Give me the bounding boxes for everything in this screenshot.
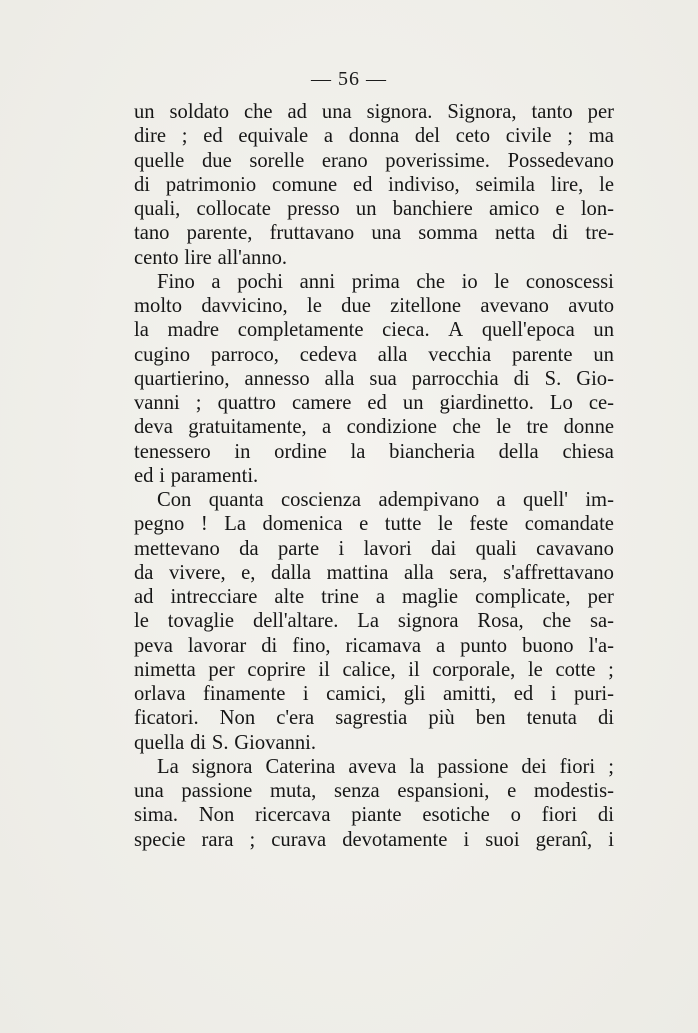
word: che (416, 270, 445, 293)
text-line (134, 440, 614, 464)
word: a (323, 125, 334, 148)
word: alla (377, 343, 408, 366)
word: le (306, 295, 322, 317)
word: a (436, 634, 446, 657)
word: ; (608, 755, 614, 778)
word: gratuitamente, (188, 416, 307, 439)
word: gli (403, 683, 426, 705)
word: signora (397, 610, 459, 633)
word: i (608, 828, 614, 851)
word: pochi (237, 270, 283, 293)
word: in (234, 440, 251, 463)
word: quella (134, 731, 185, 754)
word: io (461, 270, 478, 293)
word: i (463, 828, 470, 851)
word: due (201, 149, 232, 172)
word: le (599, 173, 614, 196)
word: da (239, 537, 259, 560)
word: tano (134, 222, 170, 245)
word: una (134, 780, 164, 802)
word: chiesa (562, 440, 614, 463)
word: adempivano (378, 489, 480, 511)
text-line (134, 731, 614, 755)
word: ; (181, 125, 188, 148)
word: ben (475, 707, 506, 730)
word: ! (200, 513, 208, 536)
word: giardinetto. (439, 392, 534, 414)
body-text (134, 100, 614, 852)
word: le (437, 513, 453, 536)
word: le (494, 270, 510, 293)
word: per (208, 658, 235, 681)
word: puri- (573, 683, 614, 705)
word: parte (277, 537, 320, 560)
word: all'anno. (217, 246, 288, 269)
word: tenessero (134, 440, 211, 463)
word: un (355, 198, 377, 220)
word: ma (588, 125, 614, 148)
text-line (134, 464, 614, 488)
word: ricercava (255, 804, 331, 827)
word: e (507, 780, 517, 802)
word: fruttavano (269, 222, 355, 245)
word: un (593, 343, 614, 366)
word: civile (505, 125, 552, 148)
word: esotiche (422, 804, 490, 827)
word: quali, (134, 198, 181, 220)
word: geranî, (535, 828, 593, 851)
word: lire (184, 246, 212, 269)
word: ; (195, 392, 202, 414)
word: una (321, 101, 352, 123)
text-line (134, 512, 614, 536)
word: Lo (549, 392, 573, 414)
word: fino, (292, 634, 331, 657)
word: sa- (589, 610, 614, 633)
word: corporale, (432, 658, 516, 681)
word: Caterina (265, 755, 336, 778)
word: Non (219, 707, 256, 730)
word: di (261, 634, 278, 657)
word: e (359, 513, 369, 536)
word: ceto (455, 125, 491, 148)
text-line (134, 803, 614, 827)
word: coprire (247, 658, 306, 681)
word: quell' (523, 489, 568, 511)
word: soldato (169, 101, 230, 123)
word: il (408, 658, 420, 681)
word: dell'altare. (252, 610, 339, 633)
word: donne (563, 416, 614, 439)
word: ficatori. (134, 707, 199, 730)
word: più (428, 707, 455, 730)
word: biancheria (389, 440, 475, 463)
word: o (510, 804, 521, 827)
word: piante (351, 804, 402, 827)
word: dalla (271, 561, 312, 584)
text-line (134, 294, 614, 318)
word: tutte (384, 513, 422, 536)
word: Giovanni. (234, 731, 317, 754)
text-line (134, 488, 614, 512)
word: tenuta (526, 707, 577, 730)
word: deva (134, 416, 173, 439)
word: orlava (134, 683, 186, 705)
word: feste (469, 513, 509, 536)
word: la (134, 319, 149, 342)
word: banchiere (392, 198, 473, 220)
text-line (134, 124, 614, 148)
text-line (134, 779, 614, 803)
word: S. (211, 731, 229, 754)
text-line (134, 658, 614, 682)
word: Gio- (576, 367, 614, 390)
word: le (496, 416, 512, 439)
word: sua (369, 367, 397, 390)
word: La (224, 513, 246, 536)
word: amitti, (443, 683, 497, 705)
word: un (402, 392, 424, 414)
word: collocate (196, 198, 271, 220)
word: quanta (208, 489, 264, 511)
word: Signora, (447, 101, 517, 123)
word: S. (544, 367, 562, 390)
word: quelle (134, 149, 185, 172)
word: Con (157, 489, 192, 511)
word: ad (134, 586, 154, 608)
word: tre- (585, 222, 614, 245)
word: ordine (274, 440, 327, 463)
word: avevano (480, 295, 549, 317)
word: vanni (134, 392, 180, 414)
word: vivere, (169, 561, 226, 584)
word: ce- (588, 392, 614, 414)
word: lon- (580, 198, 614, 220)
text-line (134, 246, 614, 270)
word: dei (521, 755, 547, 778)
word: ; (567, 125, 574, 148)
word: paramenti. (170, 464, 259, 487)
word: i (159, 464, 165, 487)
text-line (134, 828, 614, 852)
word: erano (321, 149, 368, 172)
word: c'era (276, 707, 315, 730)
word: mattina (326, 561, 389, 584)
text-line (134, 561, 614, 585)
word: quali (475, 537, 517, 560)
word: tovaglie (167, 610, 235, 633)
word: anni (299, 270, 336, 293)
word: parroco, (210, 343, 279, 366)
word: s'affrettavano (503, 561, 614, 584)
word: patrimonio (165, 173, 257, 196)
word: quattro (217, 392, 276, 414)
text-line (134, 173, 614, 197)
word: buono (522, 634, 574, 657)
word: prima (351, 270, 400, 293)
word: completamente (237, 319, 364, 342)
word: a (211, 270, 221, 293)
word: La (357, 610, 379, 633)
word: ed (134, 464, 154, 487)
text-line (134, 367, 614, 391)
word: Fino (157, 270, 195, 293)
text-line (134, 100, 614, 124)
word: di (134, 173, 151, 196)
word: parente, (186, 222, 253, 245)
word: due (341, 295, 371, 317)
word: nimetta (134, 658, 196, 681)
word: ad (287, 101, 307, 123)
text-line (134, 706, 614, 730)
word: devotamente (342, 828, 448, 851)
word: l'a- (588, 634, 614, 657)
text-line (134, 221, 614, 245)
word: cugino (134, 343, 191, 366)
word: suoi (485, 828, 520, 851)
word: presso (287, 198, 340, 220)
word: comune (271, 173, 338, 196)
word: annesso (244, 367, 310, 390)
word: parente (511, 343, 573, 366)
word: per (587, 101, 614, 123)
text-line (134, 585, 614, 609)
word: camici, (326, 683, 387, 705)
word: pegno (134, 513, 185, 536)
word: che (452, 416, 481, 439)
word: che (244, 101, 273, 123)
word: trine (321, 586, 359, 608)
word: mettevano (134, 537, 220, 560)
word: fiori (541, 804, 578, 827)
word: donna (348, 125, 400, 148)
word: molto (134, 295, 183, 317)
word: maglie (402, 586, 459, 608)
word: sera, (449, 561, 488, 584)
word: le (527, 658, 543, 681)
word: a (496, 489, 506, 511)
word: il (318, 658, 330, 681)
word: parrocchia (411, 367, 499, 390)
word: espansioni, (397, 780, 490, 802)
word: cavavano (536, 537, 614, 560)
word: dire (134, 125, 167, 148)
word: cotte (555, 658, 596, 681)
word: punto (460, 634, 508, 657)
word: ricamava (345, 634, 422, 657)
word: i (550, 683, 557, 705)
word: di (597, 804, 614, 827)
word: le (134, 610, 149, 633)
word: rara (201, 828, 234, 851)
word: signora. (366, 101, 433, 123)
word: cento (134, 246, 179, 269)
word: di (513, 367, 530, 390)
word: di (552, 222, 569, 245)
word: madre (167, 319, 220, 342)
word: a (322, 416, 332, 439)
text-line (134, 634, 614, 658)
word: A (448, 319, 464, 342)
word: aveva (348, 755, 397, 778)
word: ; (249, 828, 256, 851)
word: netta (494, 222, 535, 245)
word: da (134, 561, 154, 584)
text-line (134, 609, 614, 633)
word: poverissime. (385, 149, 490, 172)
text-line (134, 755, 614, 779)
word: ; (608, 658, 614, 681)
word: di (597, 707, 614, 730)
word: indiviso, (388, 173, 460, 196)
text-line (134, 343, 614, 367)
word: lavorar (187, 634, 247, 657)
word: domenica (262, 513, 343, 536)
text-line (134, 318, 614, 342)
word: finamente (203, 683, 286, 705)
word: curava (271, 828, 327, 851)
word: conoscessi (525, 270, 614, 293)
text-line (134, 537, 614, 561)
word: specie (134, 828, 186, 851)
word: intrecciare (170, 586, 258, 608)
word: quartierino, (134, 367, 230, 390)
word: comandate (524, 513, 614, 536)
word: fiori (559, 755, 596, 778)
word: sorelle (249, 149, 305, 172)
word: cieca. (382, 319, 430, 342)
word: condizione (346, 416, 437, 439)
word: i (302, 683, 309, 705)
word: ed (367, 392, 387, 414)
word: passione (437, 755, 509, 778)
word: somma (418, 222, 478, 245)
word: ed (513, 683, 534, 705)
word: calice, (342, 658, 396, 681)
word: seimila (475, 173, 535, 196)
word: la (409, 755, 425, 778)
word: ed (352, 173, 373, 196)
word: im- (585, 489, 614, 511)
word: tre (526, 416, 549, 439)
word: amico (488, 198, 540, 220)
word: dai (431, 537, 457, 560)
word: tanto (531, 101, 573, 123)
word: cedeva (299, 343, 357, 366)
word: camere (291, 392, 352, 414)
word: senza (333, 780, 380, 802)
word: davvicino, (201, 295, 288, 317)
page-number: — 56 — (311, 68, 387, 90)
word: La (157, 755, 179, 778)
word: equivale (238, 125, 309, 148)
word: quell'epoca (481, 319, 575, 342)
word: coscienza (281, 489, 362, 511)
word: signora (191, 755, 253, 778)
word: della (498, 440, 539, 463)
word: alte (274, 586, 305, 608)
word: zitellone (390, 295, 462, 317)
word: un (134, 101, 155, 123)
word: lavori (363, 537, 412, 560)
text-line (134, 270, 614, 294)
word: per (587, 586, 614, 608)
word: avuto (568, 295, 614, 317)
word: del (414, 125, 441, 148)
word: di (190, 731, 207, 754)
word: la (350, 440, 366, 463)
word: a (375, 586, 386, 608)
word: sima. (134, 804, 179, 827)
word: lire, (550, 173, 584, 196)
word: alla (324, 367, 355, 390)
word: e (555, 198, 565, 220)
word: vecchia (428, 343, 492, 366)
word: i (338, 537, 345, 560)
word: sagrestia (335, 707, 408, 730)
text-line (134, 415, 614, 439)
word: un (593, 319, 614, 342)
word: che (542, 610, 572, 633)
text-line (134, 197, 614, 221)
text-line (134, 682, 614, 706)
word: peva (134, 634, 173, 657)
word: una (371, 222, 402, 245)
word: passione (181, 780, 253, 802)
word: muta, (269, 780, 317, 802)
word: Rosa, (477, 610, 524, 633)
word: ed (203, 125, 223, 148)
word: Possedevano (507, 149, 614, 172)
word: Non (198, 804, 235, 827)
word: alla (403, 561, 434, 584)
text-line (134, 149, 614, 173)
word: complicate, (475, 586, 571, 608)
word: e, (241, 561, 256, 584)
text-line (134, 391, 614, 415)
word: modestis- (533, 780, 614, 802)
